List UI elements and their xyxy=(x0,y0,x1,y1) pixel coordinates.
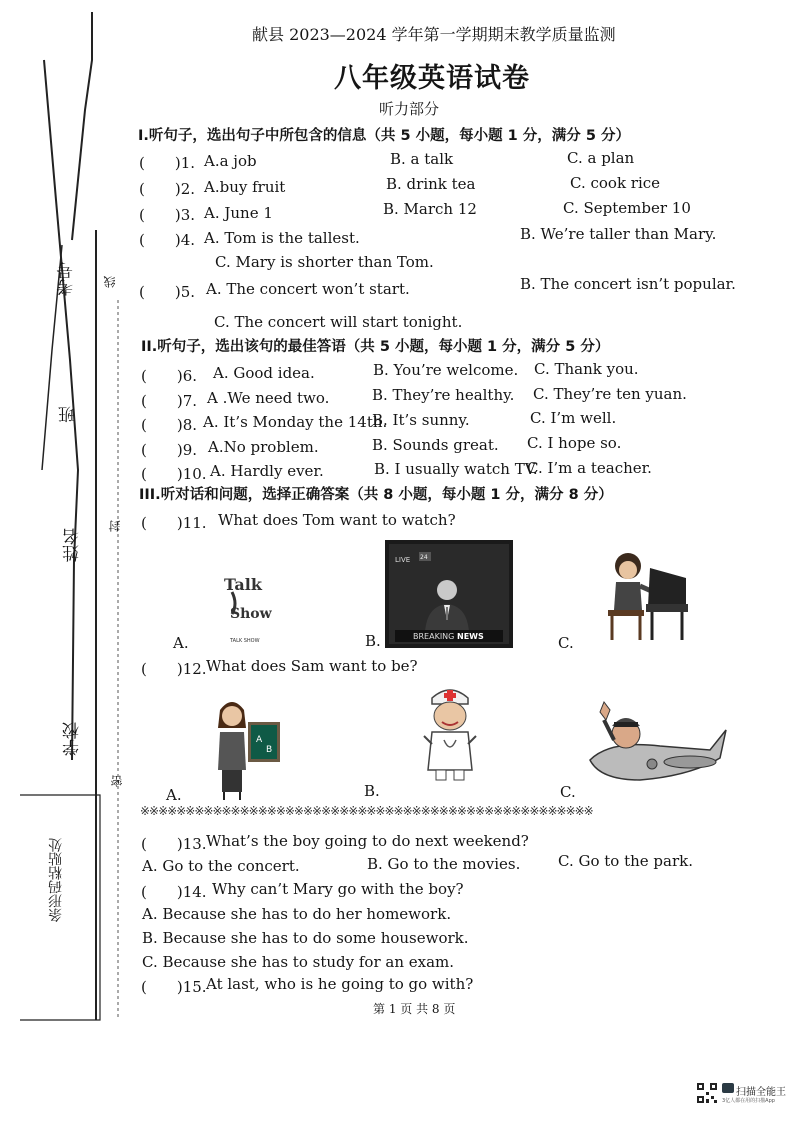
scanner-logo-icon xyxy=(722,1083,734,1093)
q15-text: At last, who is he going to go with? xyxy=(206,975,474,993)
q2-option-a: A.buy fruit xyxy=(204,178,286,196)
talk-show-logo-top: Talk xyxy=(224,575,262,594)
q7-number: ( )7. xyxy=(141,392,198,410)
q13-option-b: B. Go to the movies. xyxy=(367,855,521,873)
q11-option-b: B. xyxy=(365,632,381,650)
q14-text: Why can’t Mary go with the boy? xyxy=(212,880,464,898)
q5-number: ( )5. xyxy=(139,283,196,301)
exam-number-label: 考号 xyxy=(57,262,77,296)
q13-option-a: A. Go to the concert. xyxy=(142,857,300,875)
q7-option-b: B. They’re healthy. xyxy=(372,386,515,404)
line-mark: 线 xyxy=(103,276,117,288)
teacher-picture xyxy=(212,696,282,802)
q4-option-c: C. Mary is shorter than Tom. xyxy=(215,253,434,271)
class-label: 班 xyxy=(59,406,79,423)
secret-mark: 密 xyxy=(110,775,124,787)
q6-option-a: A. Good idea. xyxy=(213,364,315,382)
pilot-picture xyxy=(580,700,730,800)
q4-number: ( )4. xyxy=(139,231,196,249)
talk-show-logo-picture xyxy=(218,570,288,650)
talk-show-caption: TALK SHOW xyxy=(230,638,260,644)
q4-option-a: A. Tom is the tallest. xyxy=(204,229,360,247)
watermark-tagline: 3亿人都在用的扫描App xyxy=(722,1098,775,1104)
svg-text:B: B xyxy=(266,745,273,755)
svg-text:A: A xyxy=(256,735,263,745)
q1-option-a: A.a job xyxy=(204,152,257,170)
q1-number: ( )1. xyxy=(139,154,196,172)
q13-number: ( )13. xyxy=(141,835,207,853)
q1-option-c: C. a plan xyxy=(567,149,635,167)
watermark-brand: 扫描全能王 xyxy=(736,1087,786,1098)
page-title: 八年级英语试卷 xyxy=(334,63,530,94)
cut-line-separator: ※※※※※※※※※※※※※※※※※※※※※※※※※※※※※※※※※※※※※※※※※※※※※※※※※※ xyxy=(140,804,593,818)
q8-option-c: C. I’m well. xyxy=(530,409,617,427)
q15-number: ( )15. xyxy=(141,978,207,996)
channel-badge: 24 xyxy=(420,554,428,561)
q3-option-a: A. June 1 xyxy=(204,204,273,222)
q5-option-a: A. The concert won’t start. xyxy=(206,280,410,298)
live-badge: LIVE xyxy=(395,556,411,564)
q12-number: ( )12. xyxy=(141,660,207,678)
piano-player-picture xyxy=(600,548,690,644)
q10-option-b: B. I usually watch TV. xyxy=(374,460,538,478)
name-label: 姓名 xyxy=(63,528,83,562)
news-banner: NEWS xyxy=(457,632,484,641)
q9-option-a: A.No problem. xyxy=(208,438,319,456)
exam-header: 献县 2023—2024 学年第一学期期末教学质量监测 xyxy=(252,25,616,44)
q4-option-b: B. We’re taller than Mary. xyxy=(520,225,717,243)
q11-option-c: C. xyxy=(558,634,574,652)
q3-number: ( )3. xyxy=(139,206,196,224)
q2-option-b: B. drink tea xyxy=(386,175,476,193)
q3-option-c: C. September 10 xyxy=(563,199,691,217)
section-3-heading: III.听对话和问题，选择正确答案（共 8 小题，每小题 1 分，满分 8 分） xyxy=(139,487,613,503)
q14-option-c: C. Because she has to study for an exam. xyxy=(142,953,455,971)
q14-number: ( )14. xyxy=(141,883,207,901)
q5-option-b: B. The concert isn’t popular. xyxy=(520,275,736,293)
q10-number: ( )10. xyxy=(141,465,207,483)
breaking-news-picture xyxy=(385,540,513,648)
q6-option-c: C. Thank you. xyxy=(534,360,639,378)
q10-option-a: A. Hardly ever. xyxy=(210,462,324,480)
q9-option-c: C. I hope so. xyxy=(527,434,622,452)
q12-option-a: A. xyxy=(166,786,182,804)
q11-option-a: A. xyxy=(173,634,189,652)
q8-option-a: A. It’s Monday the 14th. xyxy=(203,413,388,431)
q1-option-b: B. a talk xyxy=(390,150,454,168)
talk-show-logo-bottom: Show xyxy=(230,606,272,622)
q12-text: What does Sam want to be? xyxy=(206,657,418,675)
q7-option-c: C. They’re ten yuan. xyxy=(533,385,687,403)
q9-number: ( )9. xyxy=(141,441,198,459)
doctor-picture xyxy=(418,684,484,784)
q13-text: What’s the boy going to do next weekend? xyxy=(206,832,529,850)
q2-option-c: C. cook rice xyxy=(570,174,661,192)
q13-option-c: C. Go to the park. xyxy=(558,852,693,870)
section-1-heading: I.听句子，选出句子中所包含的信息（共 5 小题，每小题 1 分，满分 5 分） xyxy=(138,128,630,144)
q8-option-b: B. It’s sunny. xyxy=(372,411,470,429)
q7-option-a: A .We need two. xyxy=(207,389,330,407)
q12-option-c: C. xyxy=(560,783,576,801)
qr-code-icon xyxy=(696,1082,718,1104)
listening-subtitle: 听力部分 xyxy=(379,100,440,118)
q11-number: ( )11. xyxy=(141,514,207,532)
q14-option-b: B. Because she has to do some housework. xyxy=(142,929,469,947)
q11-text: What does Tom want to watch? xyxy=(218,511,456,529)
q3-option-b: B. March 12 xyxy=(383,200,477,218)
page-number: 第 1 页 共 8 页 xyxy=(373,1002,456,1016)
q10-option-c: C. I’m a teacher. xyxy=(527,459,652,477)
breaking-banner: BREAKING xyxy=(413,632,455,641)
q6-number: ( )6. xyxy=(141,367,198,385)
q8-number: ( )8. xyxy=(141,416,198,434)
seal-mark: 封 xyxy=(108,520,122,532)
q6-option-b: B. You’re welcome. xyxy=(373,361,519,379)
q2-number: ( )2. xyxy=(139,180,196,198)
q9-option-b: B. Sounds great. xyxy=(372,436,499,454)
section-2-heading: II.听句子，选出该句的最佳答语（共 5 小题，每小题 1 分，满分 5 分） xyxy=(141,339,610,355)
q12-option-b: B. xyxy=(364,782,380,800)
barcode-area-label: 条形码粘贴处 xyxy=(48,838,64,922)
q14-option-a: A. Because she has to do her homework. xyxy=(142,905,452,923)
q5-option-c: C. The concert will start tonight. xyxy=(214,313,463,331)
school-label: 学校 xyxy=(63,722,83,756)
